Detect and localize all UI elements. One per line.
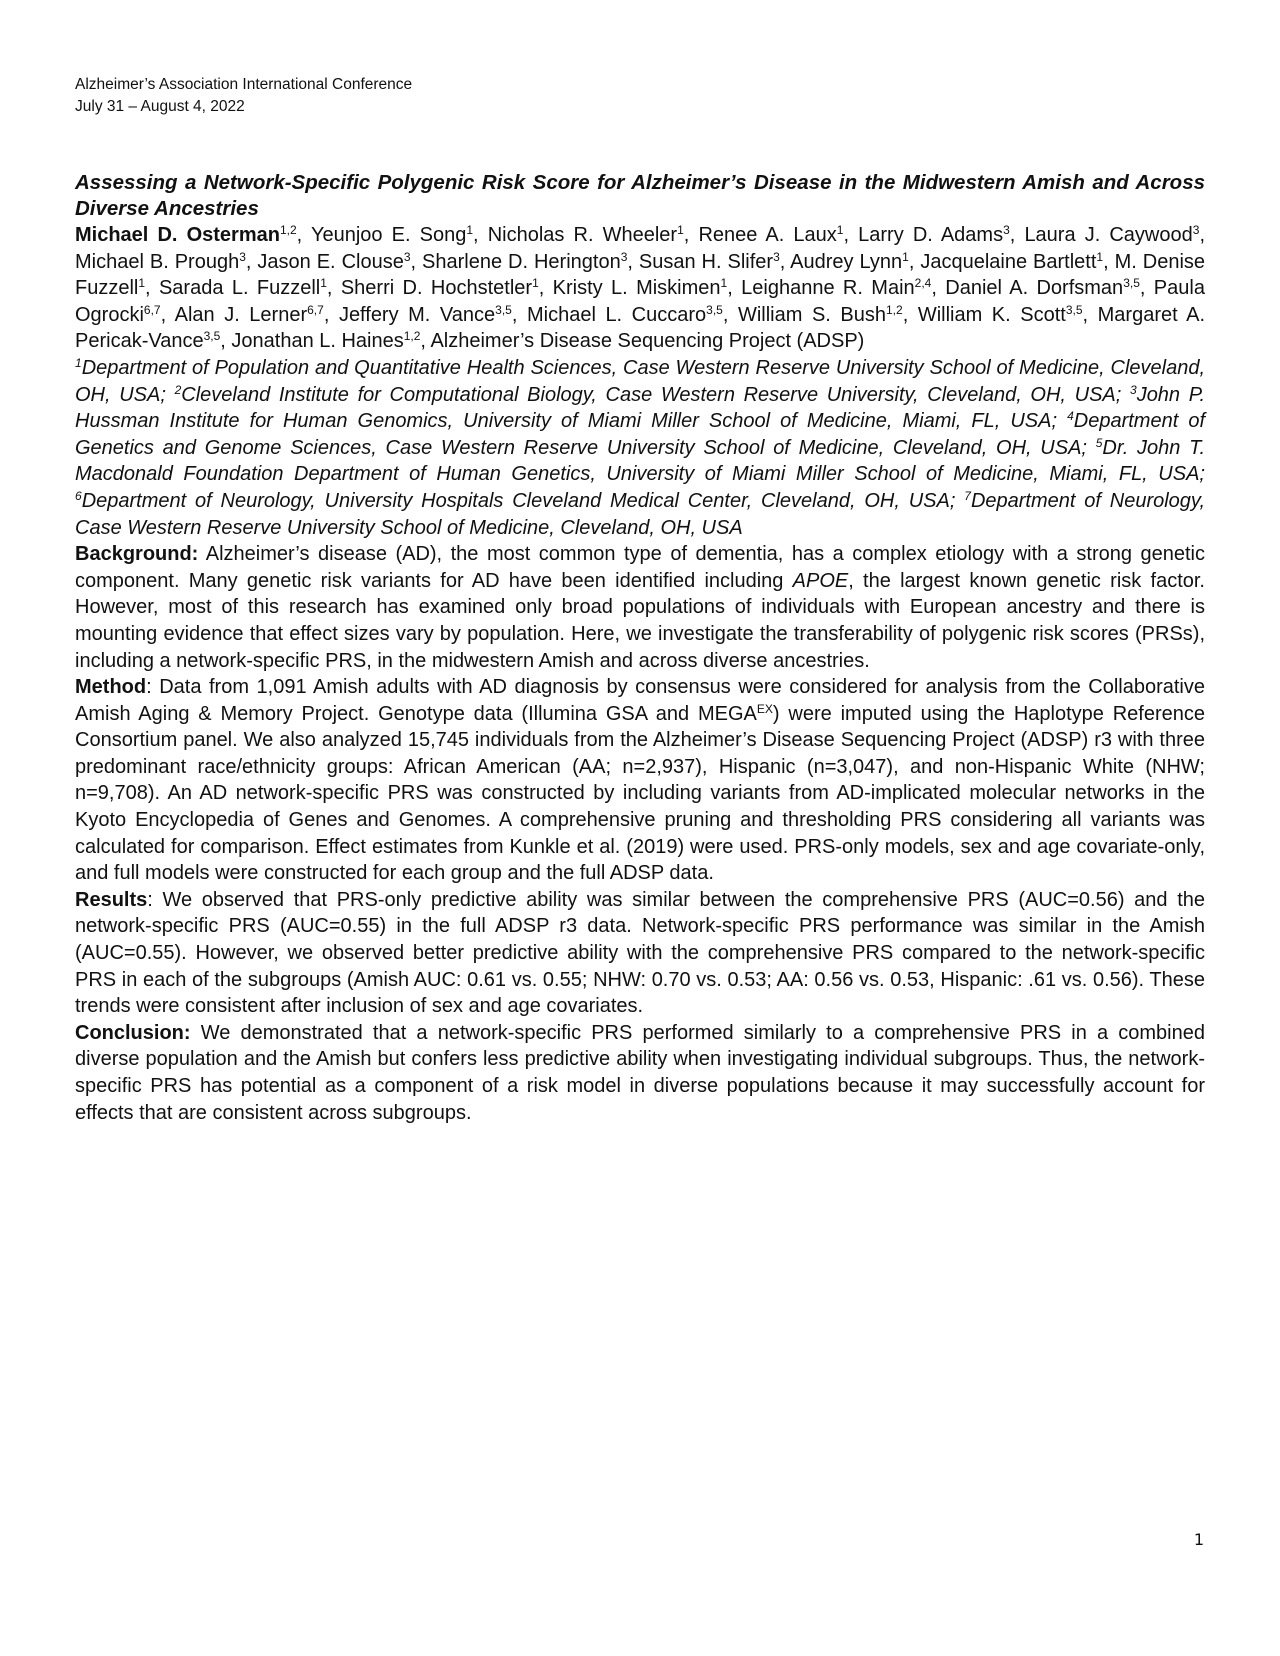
author-name: Jeffery M. Vance (338, 303, 496, 326)
author-name: M. Denise Fuzzell (75, 250, 1206, 300)
background-label: Background: (75, 543, 199, 566)
background-text: , the largest known genetic risk factor. However, most of this research has examined only broad populations of individuals with European ancestry and there is mounting evidence that effect sizes vary by population. Here, we investigate the transferability of polygenic risk scores (PRSs), including a network-specific PRS, in the midwestern Amish and across diverse ancestries. (75, 569, 1205, 672)
author-affil-sup: 1 (138, 276, 146, 291)
consortium-name: Alzheimer’s Disease Sequencing Project (ADSP) (430, 330, 865, 353)
author-name: Jacquelaine Bartlett (920, 250, 1097, 273)
author-list: Michael D. Osterman$^{1,2}$, Yeunjoo E. Song$^1$, Nicholas R. Wheeler$^1$, Renee A. Laux$^1$, Larry D. Adams$^3$, Laura J. Caywood$^3$, Michael B. Prough$^3$, Jason E. Clouse$^3$, Sharlene D. Herington$^3$, Susan H. Slifer$^3$, Audrey Lynn$^1$, Jacquelaine Bartlett$^1$, M. Denise Fuzzell$^1$, Sarada L. Fuzzell$^1$, Sherri D. Hochstetler$^1$, Kristy L. Miskimen$^1$, Leighanne R. Main$^{2,4}$, Daniel A. Dorfsman$^{3,5}$, Paula Ogrocki$^{6,7}$, Alan J. Lerner$^{6,7}$, Jeffery M. Vance$^{3,5}$, Michael L. Cuccaro$^{3,5}$, William S. Bush$^{1,2}$, William K. Scott$^{3,5}$, Margaret A. Pericak-Vance$^{3,5}$, Jonathan L. Haines$^{1,2}$, Alzheimer’s Disease Sequencing Project (ADSP) (75, 223, 1206, 353)
author-name: Sherri D. Hochstetler (340, 277, 533, 300)
author-name: Margaret A. Pericak-Vance (75, 303, 1206, 353)
author-name: Kristy L. Miskimen (552, 277, 721, 300)
author-affil-sup: 1 (1096, 249, 1104, 264)
author-affil-sup: 1,2 (403, 329, 421, 344)
affiliation-list (75, 355, 1205, 541)
conclusion-label: Conclusion: (75, 1021, 191, 1044)
author-affil-sup: 3 (773, 249, 780, 264)
mega-superscript: EX (756, 701, 773, 716)
author-name: Nicholas R. Wheeler (487, 224, 678, 246)
affiliation-text: Department of Genetics and Genome Sciences, Case Western Reserve University School of Medicine, Cleveland, OH, USA; (75, 410, 1205, 459)
page-number: 1 (1193, 1530, 1204, 1549)
author-name: Larry D. Adams (858, 224, 1004, 246)
author-name: Sharlene D. Herington (422, 250, 621, 273)
author-name: Renee A. Laux (698, 224, 837, 246)
author-name: Michael D. Osterman (75, 224, 280, 246)
author-name: Susan H. Slifer (638, 250, 774, 273)
background-section (75, 541, 1205, 674)
author-affil-sup: 1,2 (886, 302, 903, 317)
author-affil-sup: 1 (677, 223, 684, 237)
author-affil-sup: 1 (720, 276, 728, 291)
author-name: Jason E. Clouse (257, 250, 404, 273)
affiliation-text: Cleveland Institute for Computational Biology, Case Western Reserve University, Cleveland, OH, USA; (181, 383, 1122, 406)
background-text: Alzheimer’s disease (AD), the most common type of dementia, has a complex etiology with a strong genetic component. Many genetic risk variants for AD have been identified including (75, 543, 1205, 592)
conference-dates: July 31 – August 4, 2022 (75, 98, 245, 115)
affiliation-text: Department of Neurology, Case Western Reserve University School of Medicine, Cleveland, OH, USA (75, 489, 1205, 539)
author-name: Sarada L. Fuzzell (158, 277, 321, 300)
affiliation-text: John P. Hussman Institute for Human Genomics, University of Miami Miller School of Medicine, Miami, FL, USA; (75, 383, 1206, 433)
author-name: Laura J. Caywood (1024, 224, 1193, 246)
affiliation-number: 2 (174, 382, 182, 397)
author-affil-sup: 1 (836, 223, 844, 237)
author-affil-sup: 1,2 (279, 223, 297, 237)
author-affil-sup: 6,7 (143, 302, 161, 317)
affiliation-number: 6 (75, 488, 82, 503)
author-affil-sup: 3,5 (495, 302, 512, 317)
author-affil-sup: 1 (320, 276, 327, 291)
conclusion-section (75, 1020, 1205, 1126)
author-name: Jonathan L. Haines (231, 330, 404, 353)
conclusion-text: We demonstrated that a network-specific PRS performed similarly to a comprehensive PRS in a combined diverse population and the Amish but confers less predictive ability when investigating individual subgroups. Thus, the network-specific PRS has potential as a component of a risk model in diverse populations because it may successfully account for effects that are consistent across subgroups. (75, 1021, 1205, 1124)
author-name: William K. Scott (917, 303, 1066, 326)
author-name: Leighanne R. Main (741, 277, 915, 300)
author-affil-sup: 3 (1003, 223, 1010, 237)
author-affil-sup: 3 (1192, 223, 1200, 237)
author-name: Michael L. Cuccaro (526, 303, 707, 326)
affiliation-text: Dr. John T. Macdonald Foundation Department of Human Genetics, University of Miami Miller School of Medicine, Miami, FL, USA; (75, 436, 1206, 486)
method-text: ) were imputed using the Haplotype Reference Consortium panel. We also analyzed 15,745 individuals from the Alzheimer’s Disease Sequencing Project (ADSP) r3 with three predominant race/ethnicity groups: African American (AA; n=2,937), Hispanic (n=3,047), and non-Hispanic White (NHW; n=9,708). An AD network-specific PRS was constructed by including variants from AD-implicated molecular networks in the Kyoto Encyclopedia of Genes and Genomes. A comprehensive pruning and thresholding PRS considering all variants was calculated for comparison. Effect estimates from Kunkle et al. (2019) were used. PRS-only models, sex and age covariate-only, and full models were constructed for each group and the full ADSP data. (75, 702, 1206, 885)
results-label: Results (75, 888, 148, 911)
results-section (75, 887, 1205, 1020)
affiliation-number: 5 (1095, 435, 1103, 450)
author-affil-sup: 2,4 (914, 276, 932, 291)
affiliation-number: 3 (1130, 382, 1137, 397)
abstract-title: Assessing a Network-Specific Polygenic Risk Score for Alzheimer’s Disease in the Midwestern Amish and Across Diverse Ancestries (75, 171, 1205, 220)
conference-name: Alzheimer’s Association International Conference (75, 76, 413, 93)
author-affil-sup: 1 (532, 276, 539, 291)
author-name: Alan J. Lerner (174, 303, 308, 326)
author-name: William S. Bush (737, 303, 886, 326)
author-name: Paula Ogrocki (75, 277, 1205, 326)
author-name: Yeunjoo E. Song (310, 224, 467, 246)
author-affil-sup: 3,5 (203, 329, 221, 344)
author-name: Audrey Lynn (790, 250, 903, 273)
author-affil-sup: 3 (403, 249, 411, 264)
author-affil-sup: 1 (902, 249, 909, 264)
author-affil-sup: 3 (620, 249, 628, 264)
author-affil-sup: 3,5 (706, 302, 723, 317)
author-affil-sup: 3,5 (1123, 276, 1140, 291)
affiliation-number: 1 (75, 355, 82, 370)
gene-name: APOE (792, 569, 849, 592)
conference-header (75, 74, 412, 118)
author-affil-sup: 1 (466, 223, 474, 237)
affiliation-number: 7 (964, 488, 971, 503)
author-name: Daniel A. Dorfsman (945, 277, 1124, 300)
affiliation-text: Department of Population and Quantitative Health Sciences, Case Western Reserve University School of Medicine, Cleveland, OH, USA; (75, 356, 1205, 406)
method-section (75, 674, 1205, 887)
author-name: Michael B. Prough (75, 250, 240, 273)
results-text: : We observed that PRS-only predictive ability was similar between the comprehensive PRS (AUC=0.56) and the network-specific PRS (AUC=0.55) in the full ADSP r3 data. Network-specific PRS performance was similar in the Amish (AUC=0.55). However, we observed better predictive ability with the comprehensive PRS compared to the network-specific PRS in each of the subgroups (Amish AUC: 0.61 vs. 0.55; NHW: 0.70 vs. 0.53; AA: 0.56 vs. 0.53, Hispanic: .61 vs. 0.56). These trends were consistent after inclusion of sex and age covariates. (75, 888, 1205, 1018)
method-label: Method (75, 676, 147, 699)
author-affil-sup: 6,7 (307, 302, 324, 317)
method-text: : Data from 1,091 Amish adults with AD diagnosis by consensus were considered for analysis from the Collaborative Amish Aging & Memory Project. Genotype data (Illumina GSA and MEGA (75, 676, 1205, 725)
author-affil-sup: 3,5 (1065, 302, 1083, 317)
affiliation-text: Department of Neurology, University Hospitals Cleveland Medical Center, Cleveland, OH, USA; (81, 489, 956, 512)
author-affil-sup: 3 (239, 249, 246, 264)
abstract-body (75, 170, 1205, 1126)
affiliation-number: 4 (1067, 409, 1074, 424)
